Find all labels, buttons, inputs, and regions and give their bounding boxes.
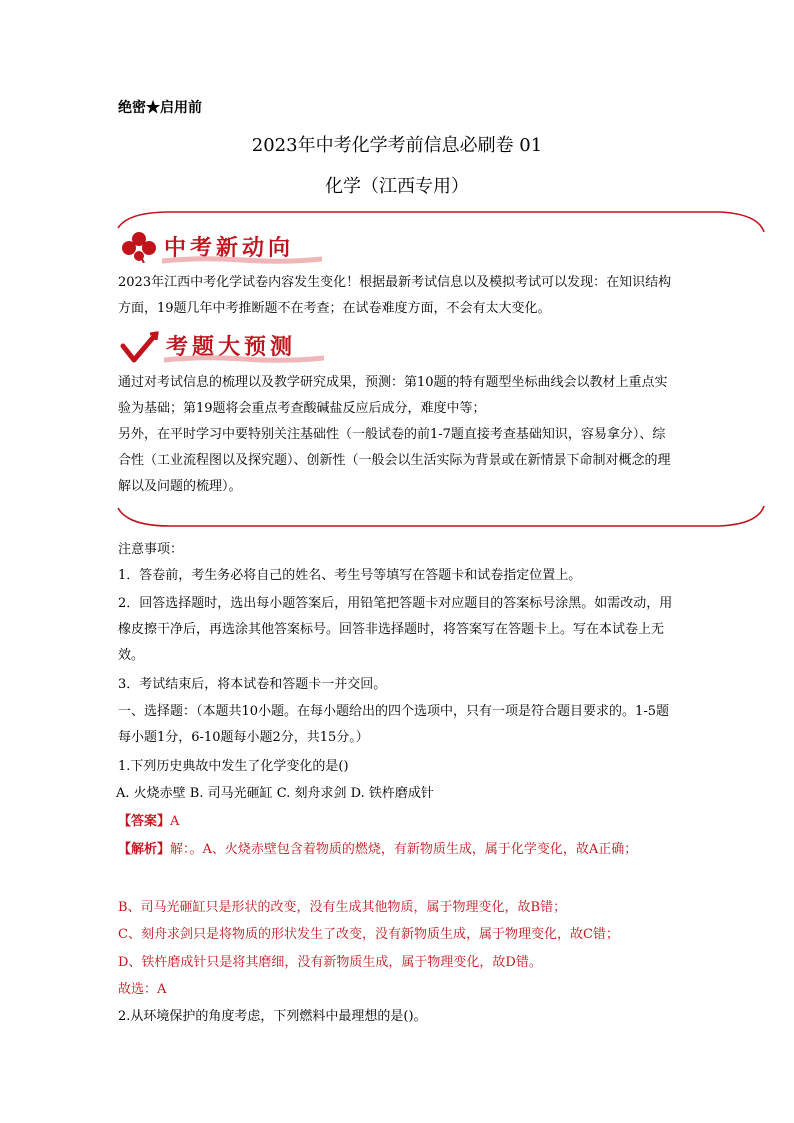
answer-line bbox=[118, 809, 688, 835]
section-text-forecast-2: 另外，在平时学习中要特别关注基础性（一般试卷的前1-7题直接考查基础知识，容易拿分）、综合性（工业流程图以及探究题）、创新性（一般会以生活实际为背景或在新情景下命制对概念的理解以及问题的梳理）。 bbox=[118, 427, 671, 494]
analysis-a bbox=[118, 837, 678, 863]
section-text-trends: 2023年江西中考化学试卷内容发生变化！根据最新考试信息以及模拟考试可以发现：在知识结构方面，19题几年中考推断题不在考查；在试卷难度方面，不会有太大变化。 bbox=[118, 275, 672, 316]
analysis-b: B、司马光砸缸只是形状的改变，没有生成其他物质，属于物理变化，故B错； bbox=[118, 900, 567, 915]
question-stem: 2.从环境保护的角度考虑，下列燃料中最理想的是()。 bbox=[118, 1009, 427, 1024]
section-header-forecast bbox=[118, 326, 318, 366]
choose-line: 故选：A bbox=[118, 982, 167, 997]
confidential-label: 绝密★启用前 bbox=[118, 100, 202, 116]
answer-tag: 【答案】 bbox=[118, 814, 171, 829]
part-heading: 一、选择题：（本题共10小题。在每小题给出的四个选项中，只有一项是符合题目要求的。1-5题每小题1分，6-10题每小题2分，共15分。） bbox=[118, 704, 669, 745]
clover-icon bbox=[120, 231, 158, 263]
section-title-trends: 中考新动向 bbox=[164, 236, 295, 261]
question-options: A. 火烧赤壁 B. 司马光砸缸 C. 刻舟求剑 D. 铁杵磨成针 bbox=[116, 786, 434, 801]
underline-stroke bbox=[162, 255, 322, 265]
checkmark-icon bbox=[120, 330, 160, 366]
section-text-forecast-1: 通过对考试信息的梳理以及教学研究成果，预测：第10题的特有题型坐标曲线会以教材上重点实验为基础；第19题将会重点考查酸碱盐反应后成分，难度中等； bbox=[118, 375, 668, 416]
section-header-trends bbox=[118, 225, 318, 265]
underline-stroke bbox=[164, 354, 324, 364]
exam-subtitle: 化学（江西专用） bbox=[325, 176, 469, 197]
answer-value: A bbox=[170, 814, 180, 829]
question-stem: 1.下列历史典故中发生了化学变化的是() bbox=[118, 759, 349, 774]
notes-item-3: 3．考试结束后，将本试卷和答题卡一并交回。 bbox=[118, 677, 387, 692]
analysis-tag: 【解析】 bbox=[118, 842, 171, 857]
notes-item-2: 2．回答选择题时，选出每小题答案后，用铅笔把答题卡对应题目的答案标号涂黑。如需改动，用橡皮擦干净后，再选涂其他答案标号。回答非选择题时，将答案写在答题卡上。写在本试卷上无效。 bbox=[118, 596, 673, 663]
section-title-forecast: 考题大预测 bbox=[166, 335, 297, 360]
analysis-d: D、铁杵磨成针只是将其磨细，没有新物质生成，属于物理变化，故D错。 bbox=[118, 955, 542, 970]
notes-item-1: 1．答卷前，考生务必将自己的姓名、考生号等填写在答题卡和试卷指定位置上。 bbox=[118, 568, 582, 583]
notes-heading: 注意事项： bbox=[118, 542, 184, 557]
analysis-a-text: 解：。A、火烧赤壁包含着物质的燃烧，有新物质生成，属于化学变化，故A正确； bbox=[170, 842, 638, 857]
exam-title: 2023年中考化学考前信息必刷卷 01 bbox=[251, 135, 543, 156]
analysis-c: C、刻舟求剑只是将物质的形状发生了改变，没有新物质生成，属于物理变化，故C错； bbox=[118, 927, 619, 942]
